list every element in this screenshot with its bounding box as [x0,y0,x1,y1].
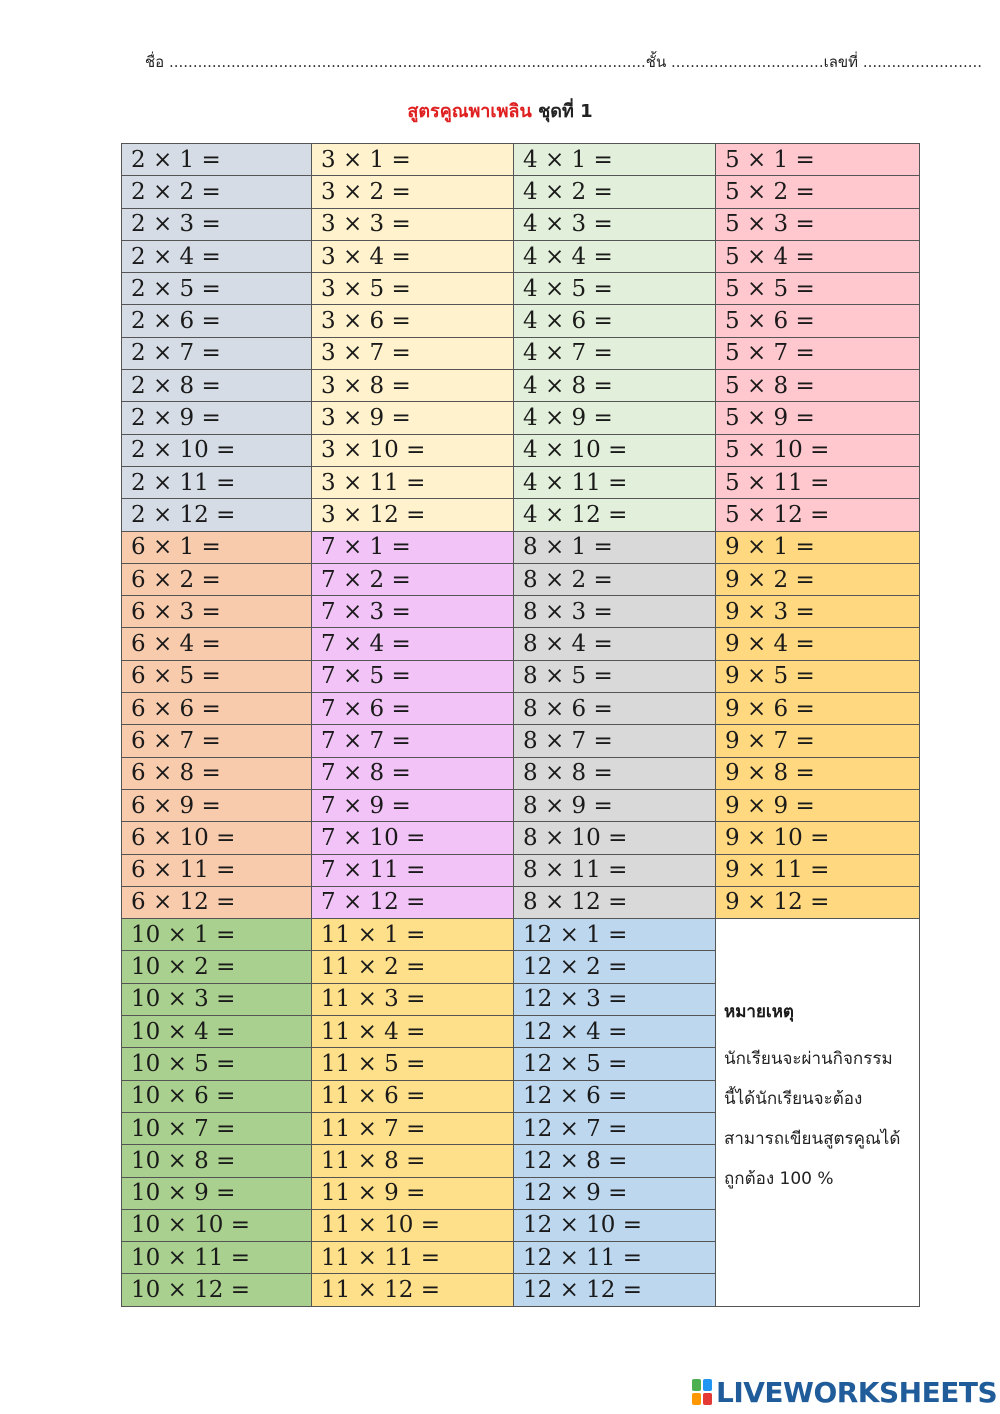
table-row [122,176,920,208]
problem-3x6[interactable]: 3 × 6 = [312,305,514,337]
problem-12x5[interactable]: 12 × 5 = [514,1048,716,1080]
problem-8x7[interactable]: 8 × 7 = [514,725,716,757]
table-row [122,822,920,854]
multiplication-table [121,143,920,1307]
problem-8x4[interactable]: 8 × 4 = [514,628,716,660]
problem-10x10[interactable]: 10 × 10 = [122,1209,312,1241]
problem-3x10[interactable]: 3 × 10 = [312,434,514,466]
problem-6x3[interactable]: 6 × 3 = [122,596,312,628]
problem-12x8[interactable]: 12 × 8 = [514,1145,716,1177]
problem-12x6[interactable]: 12 × 6 = [514,1080,716,1112]
problem-4x5[interactable]: 4 × 5 = [514,273,716,305]
note-box [716,919,920,1307]
note-text [724,1039,913,1199]
problem-11x8[interactable]: 11 × 8 = [312,1145,514,1177]
problem-6x10[interactable]: 6 × 10 = [122,822,312,854]
logo-icon [692,1379,712,1405]
table-row [122,660,920,692]
student-info-line [145,50,983,74]
problem-7x1[interactable]: 7 × 1 = [312,531,514,563]
title-set: ชุดที่ 1 [538,101,593,122]
problem-11x2[interactable]: 11 × 2 = [312,951,514,983]
problem-11x11[interactable]: 11 × 11 = [312,1242,514,1274]
table-row [122,466,920,498]
table-row [122,789,920,821]
number-field[interactable]: ......................... [862,53,983,71]
problem-12x2[interactable]: 12 × 2 = [514,951,716,983]
problem-5x6[interactable]: 5 × 6 = [716,305,920,337]
problem-12x3[interactable]: 12 × 3 = [514,983,716,1015]
problem-9x8[interactable]: 9 × 8 = [716,757,920,789]
problem-9x1[interactable]: 9 × 1 = [716,531,920,563]
problem-6x7[interactable]: 6 × 7 = [122,725,312,757]
name-field[interactable]: .................................................................................................... [168,53,646,71]
problem-12x12[interactable]: 12 × 12 = [514,1274,716,1306]
problem-2x5[interactable]: 2 × 5 = [122,273,312,305]
problem-2x9[interactable]: 2 × 9 = [122,402,312,434]
problem-3x3[interactable]: 3 × 3 = [312,208,514,240]
table-row [122,434,920,466]
problem-7x11[interactable]: 7 × 11 = [312,854,514,886]
problem-4x10[interactable]: 4 × 10 = [514,434,716,466]
problem-12x10[interactable]: 12 × 10 = [514,1209,716,1241]
table-row [122,402,920,434]
problem-2x2[interactable]: 2 × 2 = [122,176,312,208]
problem-12x7[interactable]: 12 × 7 = [514,1112,716,1144]
title-main: สูตรคูณพาเพลิน [407,101,532,122]
problem-5x5[interactable]: 5 × 5 = [716,273,920,305]
problem-6x11[interactable]: 6 × 11 = [122,854,312,886]
problem-2x6[interactable]: 2 × 6 = [122,305,312,337]
problem-6x2[interactable]: 6 × 2 = [122,563,312,595]
problem-12x4[interactable]: 12 × 4 = [514,1016,716,1048]
problem-10x6[interactable]: 10 × 6 = [122,1080,312,1112]
problem-6x6[interactable]: 6 × 6 = [122,693,312,725]
logo-text: LIVEWORKSHEETS [716,1375,998,1409]
problem-6x8[interactable]: 6 × 8 = [122,757,312,789]
problem-9x3[interactable]: 9 × 3 = [716,596,920,628]
problem-2x10[interactable]: 2 × 10 = [122,434,312,466]
problem-7x8[interactable]: 7 × 8 = [312,757,514,789]
problem-11x5[interactable]: 11 × 5 = [312,1048,514,1080]
problem-9x11[interactable]: 9 × 11 = [716,854,920,886]
note-heading: หมายเหตุ [724,1002,794,1023]
problem-2x3[interactable]: 2 × 3 = [122,208,312,240]
problem-8x2[interactable]: 8 × 2 = [514,563,716,595]
table-row [122,919,920,951]
table-row [122,886,920,918]
problem-6x9[interactable]: 6 × 9 = [122,789,312,821]
problem-5x10[interactable]: 5 × 10 = [716,434,920,466]
problem-6x12[interactable]: 6 × 12 = [122,886,312,918]
table-row [122,693,920,725]
problem-10x9[interactable]: 10 × 9 = [122,1177,312,1209]
problem-5x3[interactable]: 5 × 3 = [716,208,920,240]
name-label: ชื่อ [145,53,165,71]
problem-7x3[interactable]: 7 × 3 = [312,596,514,628]
problem-9x2[interactable]: 9 × 2 = [716,563,920,595]
table-row [122,854,920,886]
problem-9x9[interactable]: 9 × 9 = [716,789,920,821]
problem-4x11[interactable]: 4 × 11 = [514,466,716,498]
problem-2x8[interactable]: 2 × 8 = [122,370,312,402]
problem-9x5[interactable]: 9 × 5 = [716,660,920,692]
problem-4x4[interactable]: 4 × 4 = [514,240,716,272]
problem-11x12[interactable]: 11 × 12 = [312,1274,514,1306]
problem-3x1[interactable]: 3 × 1 = [312,144,514,176]
note-line: นี้ได้นักเรียนจะต้อง [724,1089,863,1110]
problem-7x10[interactable]: 7 × 10 = [312,822,514,854]
table-row [122,305,920,337]
problem-7x12[interactable]: 7 × 12 = [312,886,514,918]
problem-10x1[interactable]: 10 × 1 = [122,919,312,951]
problem-9x12[interactable]: 9 × 12 = [716,886,920,918]
problem-3x4[interactable]: 3 × 4 = [312,240,514,272]
problem-4x12[interactable]: 4 × 12 = [514,499,716,531]
problem-8x6[interactable]: 8 × 6 = [514,693,716,725]
logo-square-3 [692,1393,701,1405]
problem-10x3[interactable]: 10 × 3 = [122,983,312,1015]
table-row [122,240,920,272]
problem-11x9[interactable]: 11 × 9 = [312,1177,514,1209]
problem-3x11[interactable]: 3 × 11 = [312,466,514,498]
problem-3x8[interactable]: 3 × 8 = [312,370,514,402]
table-row [122,628,920,660]
logo-square-2 [703,1379,712,1391]
problem-2x7[interactable]: 2 × 7 = [122,337,312,369]
problem-5x11[interactable]: 5 × 11 = [716,466,920,498]
problem-5x7[interactable]: 5 × 7 = [716,337,920,369]
problem-7x5[interactable]: 7 × 5 = [312,660,514,692]
class-field[interactable]: ................................ [671,53,824,71]
problem-9x4[interactable]: 9 × 4 = [716,628,920,660]
problem-8x12[interactable]: 8 × 12 = [514,886,716,918]
problem-10x7[interactable]: 10 × 7 = [122,1112,312,1144]
problem-10x11[interactable]: 10 × 11 = [122,1242,312,1274]
problem-4x2[interactable]: 4 × 2 = [514,176,716,208]
problem-6x1[interactable]: 6 × 1 = [122,531,312,563]
problem-4x6[interactable]: 4 × 6 = [514,305,716,337]
problem-7x7[interactable]: 7 × 7 = [312,725,514,757]
problem-3x2[interactable]: 3 × 2 = [312,176,514,208]
problem-12x9[interactable]: 12 × 9 = [514,1177,716,1209]
problem-8x10[interactable]: 8 × 10 = [514,822,716,854]
note-line: สามารถเขียนสูตรคูณได้ [724,1129,901,1150]
logo-square-1 [692,1379,701,1391]
problem-5x1[interactable]: 5 × 1 = [716,144,920,176]
problem-11x4[interactable]: 11 × 4 = [312,1016,514,1048]
problem-11x3[interactable]: 11 × 3 = [312,983,514,1015]
problem-6x4[interactable]: 6 × 4 = [122,628,312,660]
problem-2x1[interactable]: 2 × 1 = [122,144,312,176]
problem-11x6[interactable]: 11 × 6 = [312,1080,514,1112]
class-label: ชั้น [645,53,667,71]
problem-12x11[interactable]: 12 × 11 = [514,1242,716,1274]
table-row [122,337,920,369]
problem-6x5[interactable]: 6 × 5 = [122,660,312,692]
problem-4x3[interactable]: 4 × 3 = [514,208,716,240]
problem-3x12[interactable]: 3 × 12 = [312,499,514,531]
logo-square-4 [703,1393,712,1405]
problem-2x12[interactable]: 2 × 12 = [122,499,312,531]
table-row [122,531,920,563]
note-line: นักเรียนจะผ่านกิจกรรม [724,1049,893,1070]
problem-3x5[interactable]: 3 × 5 = [312,273,514,305]
table-row [122,596,920,628]
problem-10x4[interactable]: 10 × 4 = [122,1016,312,1048]
problem-10x2[interactable]: 10 × 2 = [122,951,312,983]
problem-4x8[interactable]: 4 × 8 = [514,370,716,402]
problem-2x11[interactable]: 2 × 11 = [122,466,312,498]
number-label: เลขที่ [823,53,859,71]
problem-5x4[interactable]: 5 × 4 = [716,240,920,272]
note-line: ถูกต้อง 100 % [724,1169,834,1190]
problem-2x4[interactable]: 2 × 4 = [122,240,312,272]
problem-8x8[interactable]: 8 × 8 = [514,757,716,789]
problem-12x1[interactable]: 12 × 1 = [514,919,716,951]
table-row [122,757,920,789]
table-row [122,725,920,757]
problem-3x7[interactable]: 3 × 7 = [312,337,514,369]
liveworksheets-logo [692,1372,997,1412]
problem-5x9[interactable]: 5 × 9 = [716,402,920,434]
problem-8x11[interactable]: 8 × 11 = [514,854,716,886]
problem-7x2[interactable]: 7 × 2 = [312,563,514,595]
problem-11x10[interactable]: 11 × 10 = [312,1209,514,1241]
problem-11x7[interactable]: 11 × 7 = [312,1112,514,1144]
problem-4x9[interactable]: 4 × 9 = [514,402,716,434]
page-title [0,96,1000,125]
problem-7x9[interactable]: 7 × 9 = [312,789,514,821]
problem-9x6[interactable]: 9 × 6 = [716,693,920,725]
problem-4x1[interactable]: 4 × 1 = [514,144,716,176]
problem-8x9[interactable]: 8 × 9 = [514,789,716,821]
problem-8x3[interactable]: 8 × 3 = [514,596,716,628]
problem-5x2[interactable]: 5 × 2 = [716,176,920,208]
problem-11x1[interactable]: 11 × 1 = [312,919,514,951]
problem-5x8[interactable]: 5 × 8 = [716,370,920,402]
problem-5x12[interactable]: 5 × 12 = [716,499,920,531]
table-row [122,273,920,305]
table-row [122,563,920,595]
problem-9x7[interactable]: 9 × 7 = [716,725,920,757]
problem-4x7[interactable]: 4 × 7 = [514,337,716,369]
table-row [122,208,920,240]
problem-7x6[interactable]: 7 × 6 = [312,693,514,725]
problem-8x1[interactable]: 8 × 1 = [514,531,716,563]
table-row [122,144,920,176]
problem-8x5[interactable]: 8 × 5 = [514,660,716,692]
problem-10x8[interactable]: 10 × 8 = [122,1145,312,1177]
problem-3x9[interactable]: 3 × 9 = [312,402,514,434]
problem-7x4[interactable]: 7 × 4 = [312,628,514,660]
table-row [122,370,920,402]
problem-10x12[interactable]: 10 × 12 = [122,1274,312,1306]
problem-10x5[interactable]: 10 × 5 = [122,1048,312,1080]
table-row [122,499,920,531]
problem-9x10[interactable]: 9 × 10 = [716,822,920,854]
